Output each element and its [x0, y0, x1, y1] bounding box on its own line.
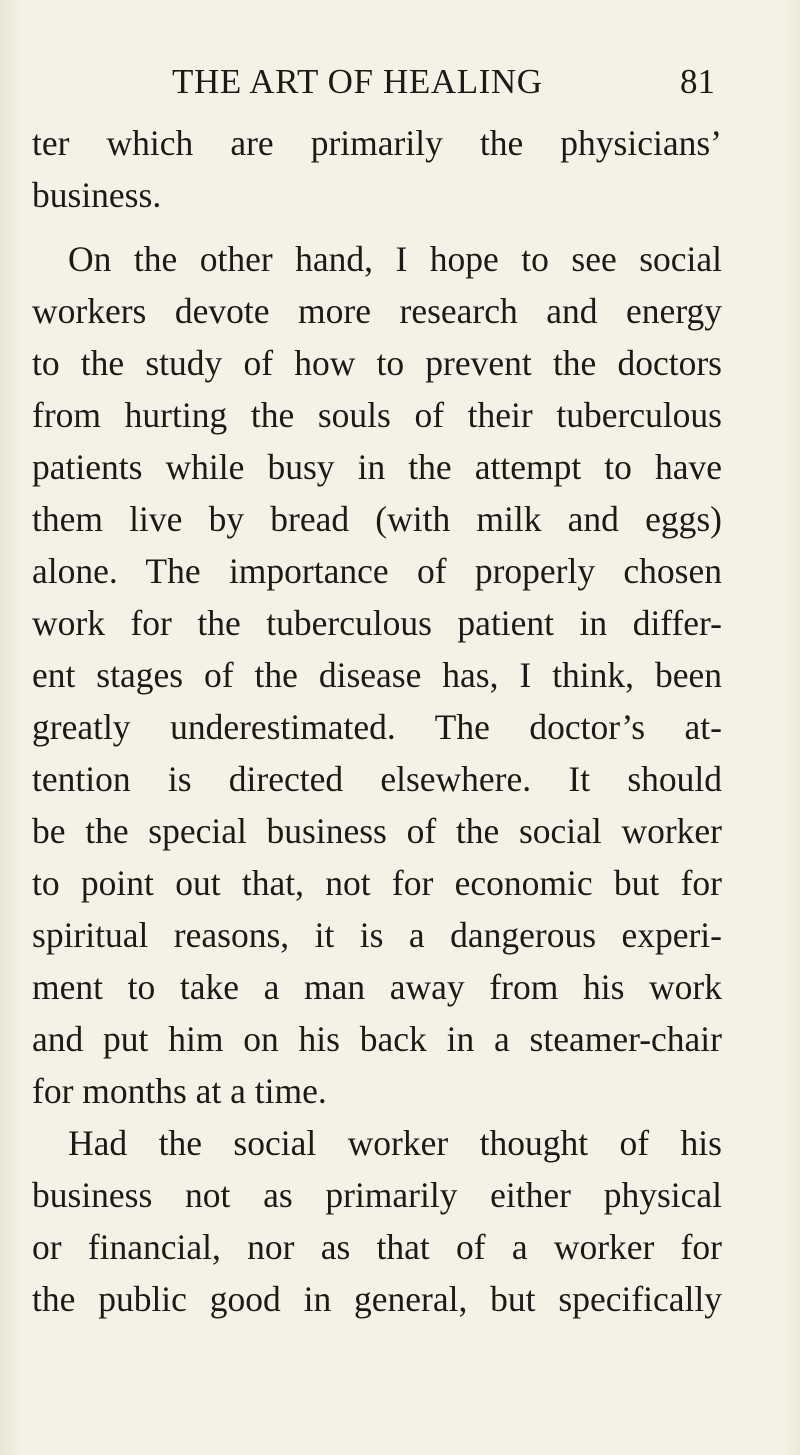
- text-line: to the study of how to prevent the doctors: [32, 343, 722, 383]
- text-line: and put him on his back in a steamer-chair: [32, 1019, 722, 1059]
- text-line: business not as primarily either physical: [32, 1175, 722, 1215]
- text-line: the public good in general, but specifically: [32, 1279, 722, 1319]
- text-line: tention is directed elsewhere. It should: [32, 759, 722, 799]
- text-line: workers devote more research and energy: [32, 291, 722, 331]
- text-line: or financial, nor as that of a worker for: [32, 1227, 722, 1267]
- text-line: On the other hand, I hope to see social: [68, 239, 722, 279]
- text-line: from hurting the souls of their tuberculous: [32, 395, 722, 435]
- text-line: greatly underestimated. The doctor’s at-: [32, 707, 722, 747]
- running-title: THE ART OF HEALING: [172, 62, 543, 101]
- text-line: be the special business of the social worker: [32, 811, 722, 851]
- running-head: [0, 58, 800, 106]
- page-number: 81: [680, 62, 715, 101]
- text-line: to point out that, not for economic but for: [32, 863, 722, 903]
- text-line: ent stages of the disease has, I think, been: [32, 655, 722, 695]
- text-line: spiritual reasons, it is a dangerous experi-: [32, 915, 722, 955]
- text-line: ter which are primarily the physicians’: [32, 123, 722, 163]
- text-line: ment to take a man away from his work: [32, 967, 722, 1007]
- text-line: work for the tuberculous patient in differ-: [32, 603, 722, 643]
- text-line: business.: [32, 175, 162, 215]
- text-line: for months at a time.: [32, 1071, 327, 1111]
- text-line: them live by bread (with milk and eggs): [32, 499, 722, 539]
- text-line: patients while busy in the attempt to have: [32, 447, 722, 487]
- text-line: alone. The importance of properly chosen: [32, 551, 722, 591]
- text-line: Had the social worker thought of his: [68, 1123, 722, 1163]
